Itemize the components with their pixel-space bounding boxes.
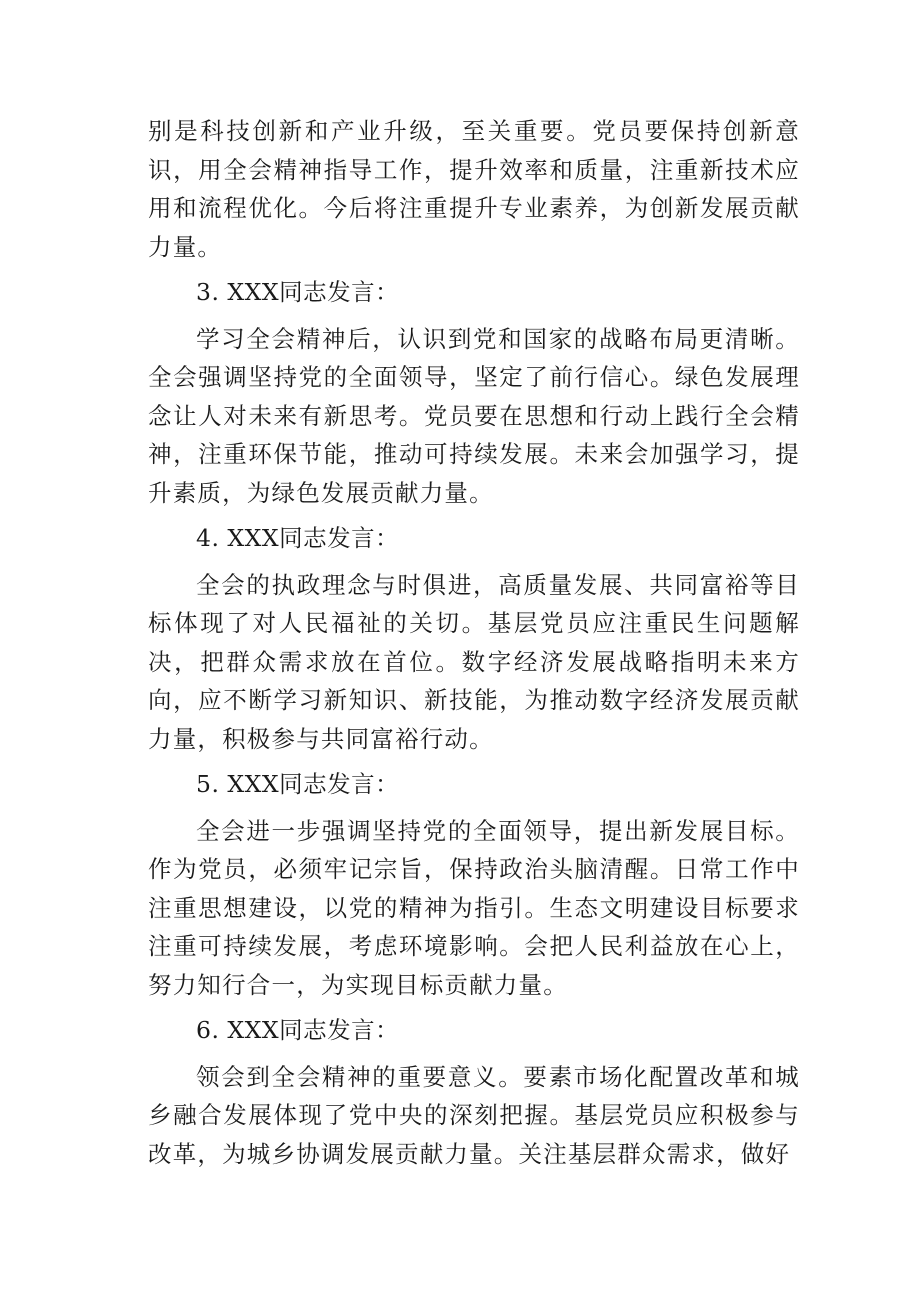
section-heading-6: 6. XXX同志发言：	[196, 1016, 400, 1044]
section-body-4: 全会的执政理念与时俱进，高质量发展、共同富裕等目标体现了对人民福祉的关切。基层党员应注重民生问题解决，把群众需求放在首位。数字经济发展战略指明未来方向，应不断学习新知识、新技能，为推动数字经济发展贡献力量，积极参与共同富裕行动。	[148, 570, 800, 753]
section-heading-3: 3. XXX同志发言：	[196, 278, 400, 306]
section-body-3: 学习全会精神后，认识到党和国家的战略布局更清晰。全会强调坚持党的全面领导，坚定了前行信心。绿色发展理念让人对未来有新思考。党员要在思想和行动上践行全会精神，注重环保节能，推动可持续发展。未来会加强学习，提升素质，为绿色发展贡献力量。	[148, 324, 800, 507]
section-body-6: 领会到全会精神的重要意义。要素市场化配置改革和城乡融合发展体现了党中央的深刻把握。基层党员应积极参与改革，为城乡协调发展贡献力量。关注基层群众需求，做好	[148, 1062, 800, 1168]
paragraph-intro-continuation: 别是科技创新和产业升级，至关重要。党员要保持创新意识，用全会精神指导工作，提升效率和质量，注重新技术应用和流程优化。今后将注重提升专业素养，为创新发展贡献力量。	[148, 117, 800, 261]
section-heading-5: 5. XXX同志发言：	[196, 770, 400, 798]
section-body-5: 全会进一步强调坚持党的全面领导，提出新发展目标。作为党员，必须牢记宗旨，保持政治头脑清醒。日常工作中注重思想建设，以党的精神为指引。生态文明建设目标要求注重可持续发展，考虑环境影响。会把人民利益放在心上，努力知行合一，为实现目标贡献力量。	[148, 816, 800, 999]
document-page	[148, 112, 800, 1173]
section-heading-4: 4. XXX同志发言：	[196, 524, 400, 552]
